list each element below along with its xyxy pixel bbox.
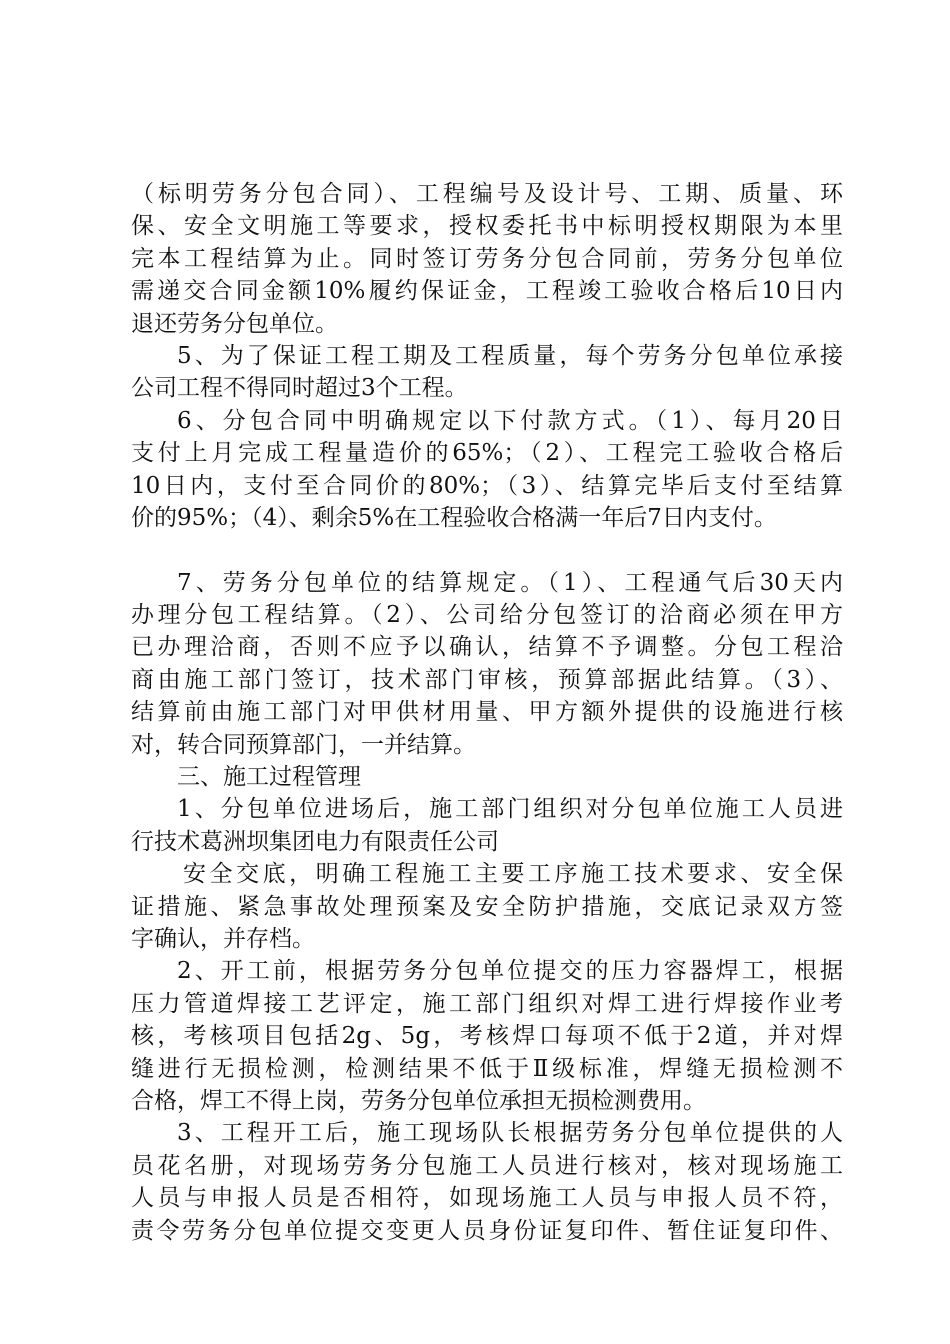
document-body — [131, 178, 843, 1247]
text-line: 已办理洽商，否则不应予以确认，结算不予调整。分包工程洽 — [131, 634, 843, 661]
paragraph-1-start: 1、分包单位进场后，施工部门组织对分包单位施工人员进 — [177, 796, 843, 823]
text-line: 结算前由施工部门对甲供材用量、甲方额外提供的设施进行核 — [131, 699, 843, 726]
text-line: 行技术葛洲坝集团电力有限责任公司 — [131, 828, 499, 855]
paragraph-6-start: 6、分包合同中明确规定以下付款方式。（1）、每月20日 — [177, 407, 843, 434]
blank-line — [131, 534, 843, 566]
text-line: 支付上月完成工程量造价的65%；（2）、工程完工验收合格后 — [131, 440, 843, 467]
text-line: 公司工程不得同时超过3个工程。 — [131, 375, 468, 402]
text-line: 办理分包工程结算。（2）、公司给分包签订的洽商必须在甲方 — [131, 602, 843, 629]
text-line: 字确认，并存档。 — [131, 925, 315, 952]
text-line: 人员与申报人员是否相符，如现场施工人员与申报人员不符， — [131, 1185, 843, 1212]
text-line: 价的95%；（4）、剩余5%在工程验收合格满一年后7日内支付。 — [131, 504, 777, 531]
paragraph-7-start: 7、劳务分包单位的结算规定。（1）、工程通气后30天内 — [177, 569, 843, 596]
text-line: 需递交合同金额10%履约保证金，工程竣工验收合格后10日内 — [131, 278, 843, 305]
text-line: 核，考核项目包括2g、5g，考核焊口每项不低于2道，并对焊 — [131, 1023, 843, 1050]
text-line: 10日内，支付至合同价的80%；（3）、结算完毕后支付至结算 — [131, 472, 843, 499]
paragraph-2-start: 2、开工前，根据劳务分包单位提交的压力容器焊工，根据 — [177, 958, 843, 985]
text-line: 完本工程结算为止。同时签订劳务分包合同前，劳务分包单位 — [131, 245, 843, 272]
text-line: 责令劳务分包单位提交变更人员身份证复印件、暂住证复印件、 — [131, 1217, 843, 1244]
text-line: 保、安全文明施工等要求，授权委托书中标明授权期限为本里 — [131, 213, 843, 240]
text-line: 员花名册，对现场劳务分包施工人员进行核对，核对现场施工 — [131, 1152, 843, 1179]
text-line: 退还劳务分包单位。 — [131, 310, 338, 337]
text-line: 压力管道焊接工艺评定，施工部门组织对焊工进行焊接作业考 — [131, 990, 843, 1017]
text-line: 证措施、紧急事故处理预案及安全防护措施，交底记录双方签 — [131, 893, 843, 920]
text-line: 缝进行无损检测，检测结果不低于Ⅱ级标准，焊缝无损检测不 — [131, 1055, 843, 1082]
paragraph-5-start: 5、为了保证工程工期及工程质量，每个劳务分包单位承接 — [177, 342, 843, 369]
section-heading: 三、施工过程管理 — [177, 764, 361, 791]
text-line: 合格，焊工不得上岗，劳务分包单位承担无损检测费用。 — [131, 1087, 706, 1114]
text-line: 对，转合同预算部门，一并结算。 — [131, 731, 476, 758]
text-line: （标明劳务分包合同）、工程编号及设计号、工期、质量、环 — [131, 181, 843, 207]
text-line: 商由施工部门签订，技术部门审核，预算部据此结算。（3）、 — [131, 666, 843, 693]
paragraph-3-start: 3、工程开工后，施工现场队长根据劳务分包单位提供的人 — [177, 1120, 843, 1147]
text-line: 安全交底，明确工程施工主要工序施工技术要求、安全保 — [183, 861, 843, 888]
